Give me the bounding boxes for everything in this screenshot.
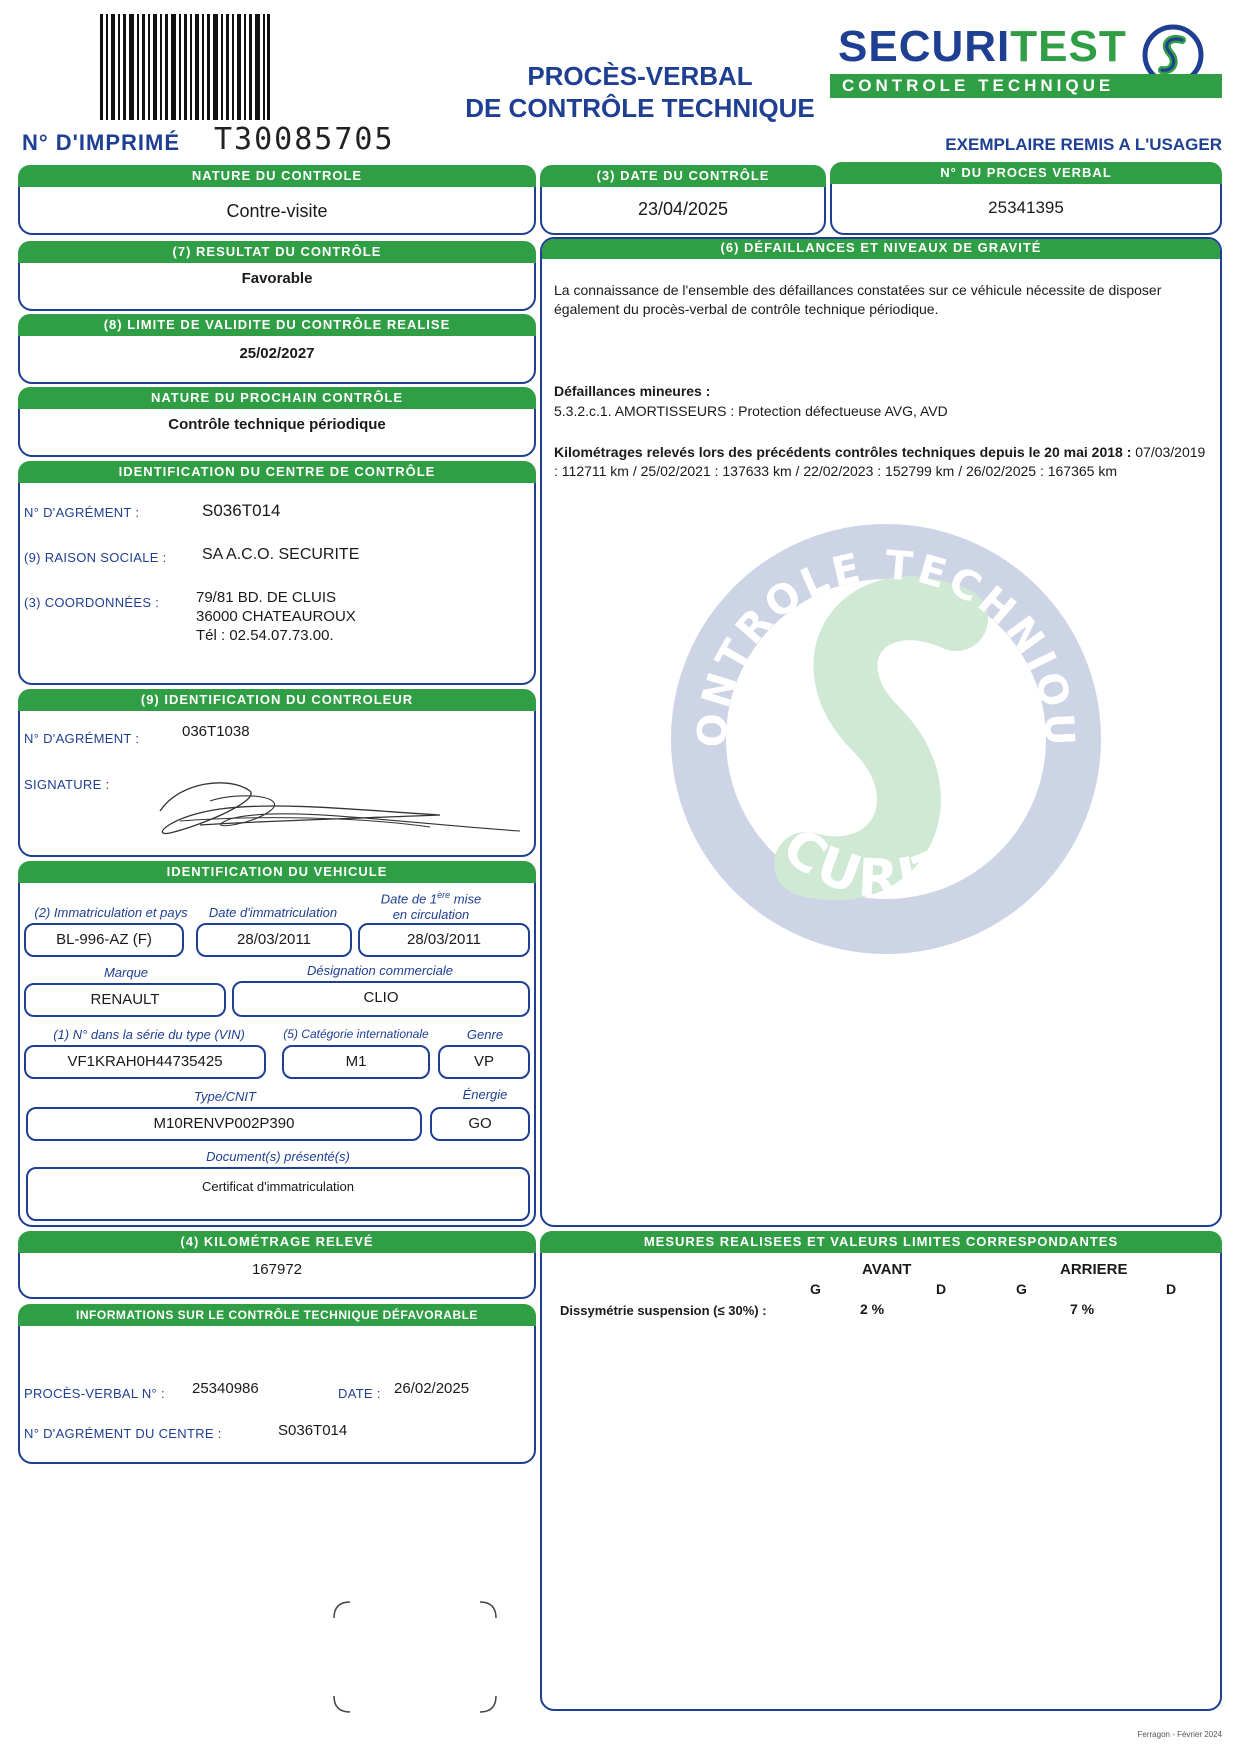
controleur-header: (9) IDENTIFICATION DU CONTROLEUR — [18, 689, 536, 711]
defavorable-header: INFORMATIONS SUR LE CONTRÔLE TECHNIQUE DÉFAVORABLE — [18, 1304, 536, 1326]
pv-value: 25341395 — [988, 198, 1064, 217]
pv-header: N° DU PROCES VERBAL — [830, 162, 1222, 184]
date-immat-field: 28/03/2011 — [196, 923, 352, 957]
centre-header: IDENTIFICATION DU CENTRE DE CONTRÔLE — [18, 461, 536, 483]
dissymetrie-label: Dissymétrie suspension (≤ 30%) : — [560, 1303, 767, 1318]
nature-header: NATURE DU CONTROLE — [18, 165, 536, 187]
arriere-d-label: D — [1166, 1281, 1177, 1297]
brand-tagline: CONTROLE TECHNIQUE — [830, 74, 1222, 98]
immat-caption: (2) Immatriculation et pays — [34, 905, 188, 920]
arriere-g-label: G — [1016, 1281, 1027, 1297]
brand-logo — [830, 22, 1222, 102]
title-line-2: DE CONTRÔLE TECHNIQUE — [465, 93, 815, 123]
centre-box — [18, 461, 536, 685]
centre-raison: SA A.C.O. SECURITE — [202, 546, 360, 563]
genre-caption: Genre — [466, 1027, 504, 1042]
centre-phone: Tél : 02.54.07.73.00. — [196, 627, 334, 644]
vin-field: VF1KRAH0H44735425 — [24, 1045, 266, 1079]
premiere-caption-b: mise — [450, 891, 482, 907]
energie-caption: Énergie — [462, 1087, 508, 1102]
vehicule-box — [18, 861, 536, 1227]
premiere-caption-a: Date de 1 — [380, 891, 438, 907]
docs-field: Certificat d'immatriculation — [26, 1167, 530, 1221]
defavorable-centre-label: N° D'AGRÉMENT DU CENTRE : — [24, 1426, 222, 1441]
km-history-text: 07/03/2019 : 112711 km / 25/02/2021 : 137633 km / 22/02/2023 : 152799 km / 26/02/2025 : 167365 km — [554, 444, 1206, 479]
marque-field: RENAULT — [24, 983, 226, 1017]
title-line-1: PROCÈS-VERBAL — [527, 61, 753, 91]
centre-agrement-label: N° D'AGRÉMENT : — [24, 505, 140, 520]
avant-label: AVANT — [862, 1261, 912, 1278]
controleur-box — [18, 689, 536, 857]
resultat-header: (7) RESULTAT DU CONTRÔLE — [18, 241, 536, 263]
km-history — [554, 443, 1209, 481]
kilometrage-value: 167972 — [251, 1261, 303, 1278]
defavorable-date: 26/02/2025 — [394, 1380, 470, 1397]
cnit-field: M10RENVP002P390 — [26, 1107, 422, 1141]
defaillances-intro: La connaissance de l'ensemble des défaillances constatées sur ce véhicule nécessite de disposer également du procès-verbal de contrôle technique périodique. — [554, 282, 1162, 317]
vehicule-header: IDENTIFICATION DU VEHICULE — [18, 861, 536, 883]
date-immat-caption: Date d'immatriculation — [208, 905, 338, 920]
date-box — [540, 165, 826, 235]
defavorable-centre: S036T014 — [278, 1422, 348, 1439]
designation-field: CLIO — [232, 981, 530, 1017]
mesures-header: MESURES REALISEES ET VALEURS LIMITES CORRESPONDANTES — [540, 1231, 1222, 1253]
defavorable-pv-label: PROCÈS-VERBAL N° : — [24, 1386, 165, 1401]
brand-part-2: TEST — [1010, 22, 1127, 71]
printed-number: T30085705 — [214, 122, 395, 157]
stamp-area — [330, 1598, 500, 1716]
dissymetrie-arriere: 7 % — [1070, 1301, 1095, 1317]
nature-value: Contre-visite — [226, 201, 328, 221]
date-header: (3) DATE DU CONTRÔLE — [540, 165, 826, 187]
mineures-title: Défaillances mineures : — [554, 383, 711, 399]
arriere-label: ARRIERE — [1060, 1261, 1128, 1278]
defavorable-box — [18, 1304, 536, 1464]
limite-header: (8) LIMITE DE VALIDITE DU CONTRÔLE REALISE — [18, 314, 536, 336]
centre-address-1: 79/81 BD. DE CLUIS — [196, 589, 337, 606]
controleur-agrement-label: N° D'AGRÉMENT : — [24, 731, 140, 746]
watermark-bottom-text: SECURITEST — [726, 766, 1046, 911]
genre-field: VP — [438, 1045, 530, 1079]
defavorable-pv: 25340986 — [192, 1380, 259, 1397]
mesures-box — [540, 1231, 1222, 1711]
resultat-box — [18, 241, 536, 311]
document-title — [460, 60, 820, 124]
signature-scribble — [140, 771, 540, 851]
copy-note: EXEMPLAIRE REMIS A L'USAGER — [945, 135, 1222, 154]
immat-field: BL-996-AZ (F) — [24, 923, 184, 957]
designation-caption: Désignation commerciale — [307, 963, 453, 978]
signature-label: SIGNATURE : — [24, 777, 110, 792]
limite-value: 25/02/2027 — [239, 345, 315, 362]
centre-agrement: S036T014 — [202, 501, 281, 520]
vin-caption: (1) N° dans la série du type (VIN) — [53, 1027, 245, 1042]
limite-box — [18, 314, 536, 384]
brand-part-1: SECURI — [838, 22, 1011, 71]
nature-box — [18, 165, 536, 235]
marque-caption: Marque — [103, 965, 149, 980]
securitest-watermark — [666, 519, 1106, 959]
pv-box — [830, 162, 1222, 235]
categorie-field: M1 — [282, 1045, 430, 1079]
defaillances-header: (6) DÉFAILLANCES ET NIVEAUX DE GRAVITÉ — [540, 237, 1222, 259]
resultat-value: Favorable — [241, 270, 313, 287]
defaillances-box — [540, 237, 1222, 1227]
premiere-caption-c: en circulation — [392, 907, 470, 923]
premiere-caption-sup: ère — [437, 890, 451, 900]
barcode — [100, 14, 270, 120]
cnit-caption: Type/CNIT — [194, 1089, 256, 1104]
avant-g-label: G — [810, 1281, 821, 1297]
kilometrage-box — [18, 1231, 536, 1299]
energie-field: GO — [430, 1107, 530, 1141]
controleur-agrement: 036T1038 — [182, 723, 250, 740]
prochain-box — [18, 387, 536, 457]
prochain-value: Contrôle technique périodique — [168, 416, 386, 433]
km-history-title: Kilométrages relevés lors des précédents contrôles techniques depuis le 20 mai 2018 : — [554, 444, 1132, 460]
dissymetrie-avant: 2 % — [860, 1301, 885, 1317]
kilometrage-header: (4) KILOMÉTRAGE RELEVÉ — [18, 1231, 536, 1253]
date-value: 23/04/2025 — [637, 199, 729, 219]
centre-address-2: 36000 CHATEAUROUX — [196, 608, 356, 625]
mineures-item: 5.3.2.c.1. AMORTISSEURS : Protection défectueuse AVG, AVD — [554, 403, 948, 419]
prochain-header: NATURE DU PROCHAIN CONTRÔLE — [18, 387, 536, 409]
printed-number-label: N° D'IMPRIMÉ — [22, 130, 181, 155]
centre-raison-label: (9) RAISON SOCIALE : — [24, 550, 167, 565]
defavorable-date-label: DATE : — [338, 1386, 381, 1401]
premiere-caption — [356, 887, 506, 923]
footer-note: Ferragon - Février 2024 — [1137, 1730, 1222, 1739]
centre-coord-label: (3) COORDONNÉES : — [24, 595, 160, 610]
premiere-field: 28/03/2011 — [358, 923, 530, 957]
categorie-caption: (5) Catégorie internationale — [283, 1027, 429, 1041]
watermark-top-text: ONTROLE TECHNIQU — [689, 542, 1083, 751]
avant-d-label: D — [936, 1281, 947, 1297]
docs-caption: Document(s) présenté(s) — [206, 1149, 350, 1164]
